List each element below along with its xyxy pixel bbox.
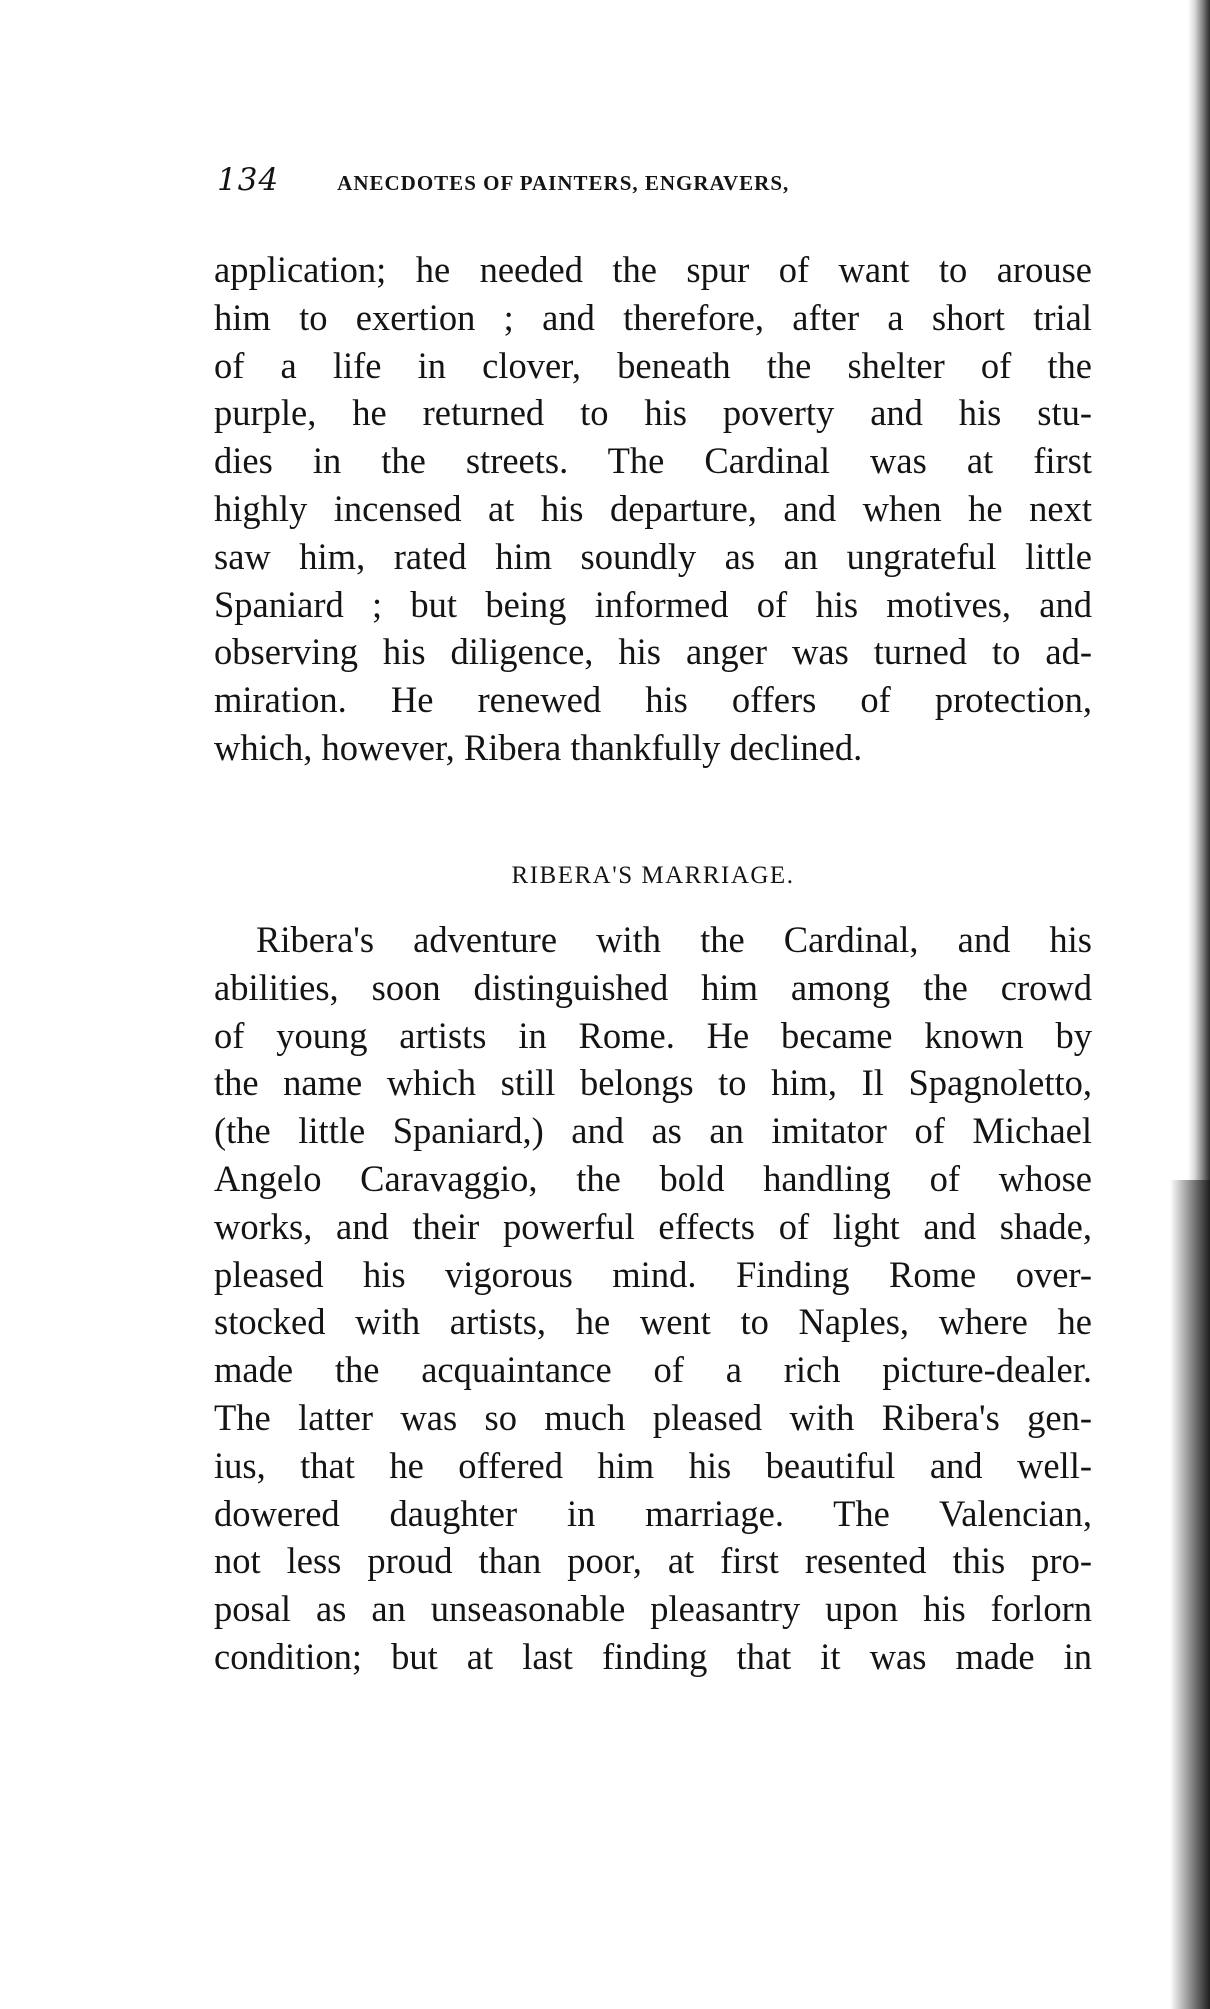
paragraph-application bbox=[214, 246, 1092, 772]
running-title: ANECDOTES OF PAINTERS, ENGRAVERS, bbox=[337, 171, 790, 195]
text-line: purple, he returned to his poverty and his stu- bbox=[214, 392, 1092, 434]
text-line: highly incensed at his departure, and when he next bbox=[214, 487, 1092, 529]
text-line: abilities, soon distinguished him among the crowd bbox=[214, 966, 1092, 1008]
text-line: dowered daughter in marriage. The Valencian, bbox=[214, 1492, 1092, 1534]
text-line: stocked with artists, he went to Naples, where he bbox=[214, 1301, 1092, 1343]
text-line: Angelo Caravaggio, the bold handling of whose bbox=[214, 1157, 1092, 1199]
text-line: Ribera's adventure with the Cardinal, and his bbox=[256, 919, 1092, 960]
text-line: of a life in clover, beneath the shelter of the bbox=[214, 344, 1092, 386]
text-line: miration. He renewed his offers of protection, bbox=[214, 679, 1092, 721]
text-line: The latter was so much pleased with Ribera's gen- bbox=[214, 1396, 1092, 1438]
section-heading: RIBERA'S MARRIAGE. bbox=[511, 862, 795, 889]
text-line: made the acquaintance of a rich picture-dealer. bbox=[214, 1349, 1092, 1391]
text-line: (the little Spaniard,) and as an imitator of Michael bbox=[214, 1110, 1092, 1152]
text-line: observing his diligence, his anger was turned to ad- bbox=[214, 631, 1092, 673]
text-line: application; he needed the spur of want to arouse bbox=[214, 249, 1092, 290]
text-line: dies in the streets. The Cardinal was at first bbox=[214, 440, 1092, 482]
text-line: ius, that he offered him his beautiful and well- bbox=[214, 1444, 1092, 1486]
running-head bbox=[217, 162, 977, 212]
page-number: 134 bbox=[217, 162, 280, 198]
text-line: posal as an unseasonable pleasantry upon his forlorn bbox=[214, 1588, 1092, 1630]
text-line: not less proud than poor, at first resented this pro- bbox=[214, 1540, 1092, 1582]
text-line: condition; but at last finding that it was made in bbox=[214, 1635, 1092, 1677]
text-line: Spaniard ; but being informed of his motives, and bbox=[214, 583, 1092, 625]
page-edge-shadow-lower bbox=[1170, 1180, 1210, 2009]
text-line: pleased his vigorous mind. Finding Rome over- bbox=[214, 1253, 1092, 1295]
text-line: saw him, rated him soundly as an ungrateful little bbox=[214, 535, 1092, 577]
text-line: works, and their powerful effects of light and shade, bbox=[214, 1205, 1092, 1247]
paragraph-marriage bbox=[214, 916, 1092, 1681]
text-line: the name which still belongs to him, Il Spagnoletto, bbox=[214, 1062, 1092, 1104]
text-line: of young artists in Rome. He became known by bbox=[214, 1014, 1092, 1056]
text-line: which, however, Ribera thankfully declined. bbox=[214, 726, 863, 768]
text-line: him to exertion ; and therefore, after a short trial bbox=[214, 296, 1092, 338]
